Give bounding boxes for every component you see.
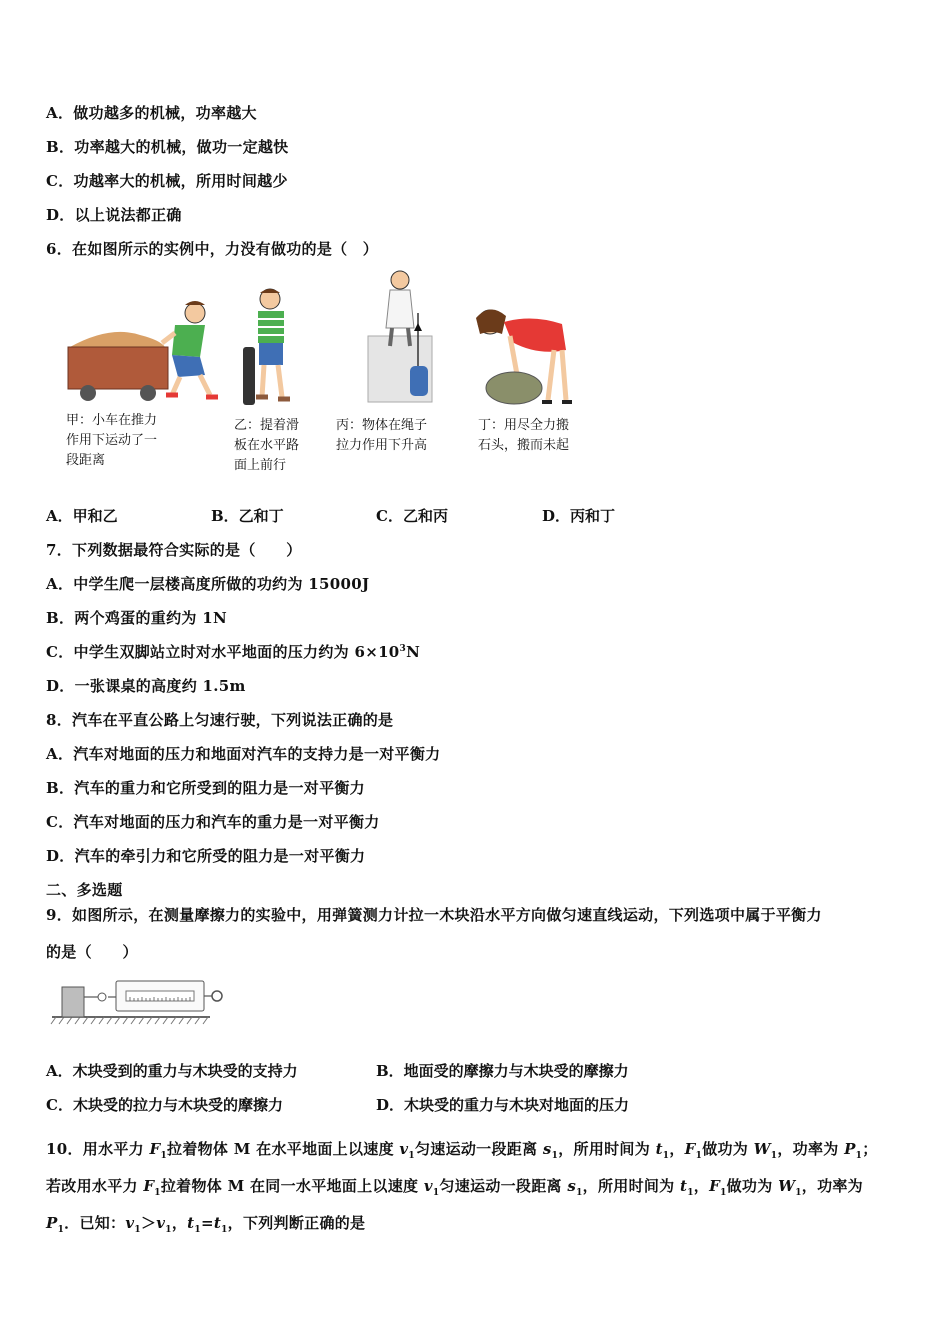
boy-shorts (259, 343, 283, 365)
q9-stem-line1: 9．如图所示，在测量摩擦力的实验中，用弹簧测力计拉一木块沿水平方向做匀速直线运动，下列选项中属于平衡力 (46, 906, 822, 924)
q7-option-b: B．两个鸡蛋的重约为 1N (46, 609, 227, 627)
boy-shirt (172, 325, 205, 357)
q7-stem: 7．下列数据最符合实际的是（ ） (46, 541, 302, 559)
q9-option-d: D．木块受的重力与木块对地面的压力 (376, 1096, 630, 1114)
cart-wheel (140, 385, 156, 401)
stone (486, 372, 542, 404)
caption-jia: 甲：小车在推力 作用下运动了一 段距离 (66, 413, 158, 468)
q7-option-a: A．中学生爬一层楼高度所做的功约为 15000J (46, 575, 370, 593)
ground-hatching (51, 1017, 208, 1024)
q9-option-a: A．木块受到的重力与木块受的支持力 (46, 1062, 298, 1080)
q10-line1: 10．用水平力 $F_1$拉着物体 M 在水平地面上以速度 $v_1$匀速运动一段距离 $s_1$，所用时间为 $t_1$，$F_1$做功为 $W_1$，功率为 $P_1$； (46, 1140, 878, 1161)
boy-head (185, 303, 205, 323)
q5-option-b: B．功率越大的机械，做功一定越快 (46, 138, 289, 156)
sand-pile (70, 332, 165, 347)
hook (98, 993, 106, 1001)
boy-legs (262, 365, 282, 397)
stone-lift-illustration (462, 300, 582, 410)
skateboard-walk-illustration (238, 285, 298, 415)
boy-shoes (166, 395, 218, 397)
boy-hair (185, 301, 205, 305)
q9-option-b: B．地面受的摩擦力与木块受的摩擦力 (376, 1062, 629, 1080)
q6-option-b: B．乙和丁 (211, 507, 284, 525)
q9-option-c: C．木块受的拉力与木块受的摩擦力 (46, 1096, 283, 1114)
girl-hair (476, 309, 506, 334)
q6-option-a: A．甲和乙 (46, 507, 118, 525)
q5-option-d: D．以上说法都正确 (46, 206, 182, 224)
q10-line2: 若改用水平力 $F_1$拉着物体 M 在同一水平地面上以速度 $v_1$匀速运动一段距离 $s_1$，所用时间为 $t_1$，$F_1$做功为 $W_1$，功率为 (46, 1177, 863, 1198)
q9-stem-line2: 的是（ ） (46, 943, 138, 961)
scale-window (126, 991, 194, 1001)
boy-shorts (172, 355, 205, 377)
wood-block (62, 987, 84, 1017)
boy-shoes (256, 397, 290, 399)
cart-wheel (80, 385, 96, 401)
q8-option-a: A．汽车对地面的压力和地面对汽车的支持力是一对平衡力 (46, 745, 441, 763)
caption-yi: 乙：提着滑 板在水平路 面上前行 (234, 418, 300, 473)
boy-arm (162, 333, 175, 343)
skateboard (243, 347, 255, 405)
q5-option-a: A．做功越多的机械，功率越大 (46, 104, 257, 122)
q6-option-c: C．乙和丙 (376, 507, 448, 525)
q8-option-c: C．汽车对地面的压力和汽车的重力是一对平衡力 (46, 813, 380, 831)
q8-option-d: D．汽车的牵引力和它所受的阻力是一对平衡力 (46, 847, 366, 865)
pull-ring (212, 991, 222, 1001)
q5-option-c: C．功越率大的机械，所用时间越少 (46, 172, 288, 190)
girl-legs (548, 350, 566, 400)
cart-body (68, 347, 168, 389)
rope-lift-illustration (360, 268, 440, 408)
section-heading: 二、多选题 (46, 881, 123, 899)
arrow-up-icon (414, 323, 422, 331)
bag (410, 366, 428, 396)
lab-coat (386, 290, 414, 328)
q8-option-b: B．汽车的重力和它所受到的阻力是一对平衡力 (46, 779, 365, 797)
q8-stem: 8．汽车在平直公路上匀速行驶，下列说法正确的是 (46, 711, 394, 729)
q6-stem: 6．在如图所示的实例中，力没有做功的是（ ） (46, 240, 379, 258)
q7-option-c: C．中学生双脚站立时对水平地面的压力约为 $6\times 10^3N$ (46, 643, 421, 661)
q10-line3: $P_1$．已知：$v_1>v_1$，$t_1=t_1$，下列判断正确的是 (46, 1214, 366, 1235)
cart-push-illustration (60, 295, 220, 405)
man-head (391, 271, 409, 289)
spring-scale-illustration (50, 975, 230, 1027)
caption-bing: 丙：物体在绳子 拉力作用下升高 (336, 418, 428, 453)
q7-option-d: D．一张课桌的高度约 1.5m (46, 677, 246, 695)
boy-legs (172, 375, 210, 395)
caption-ding: 丁：用尽全力搬 石头，搬而未起 (478, 418, 570, 453)
boy-hair (260, 289, 280, 293)
q6-option-d: D．丙和丁 (542, 507, 616, 525)
